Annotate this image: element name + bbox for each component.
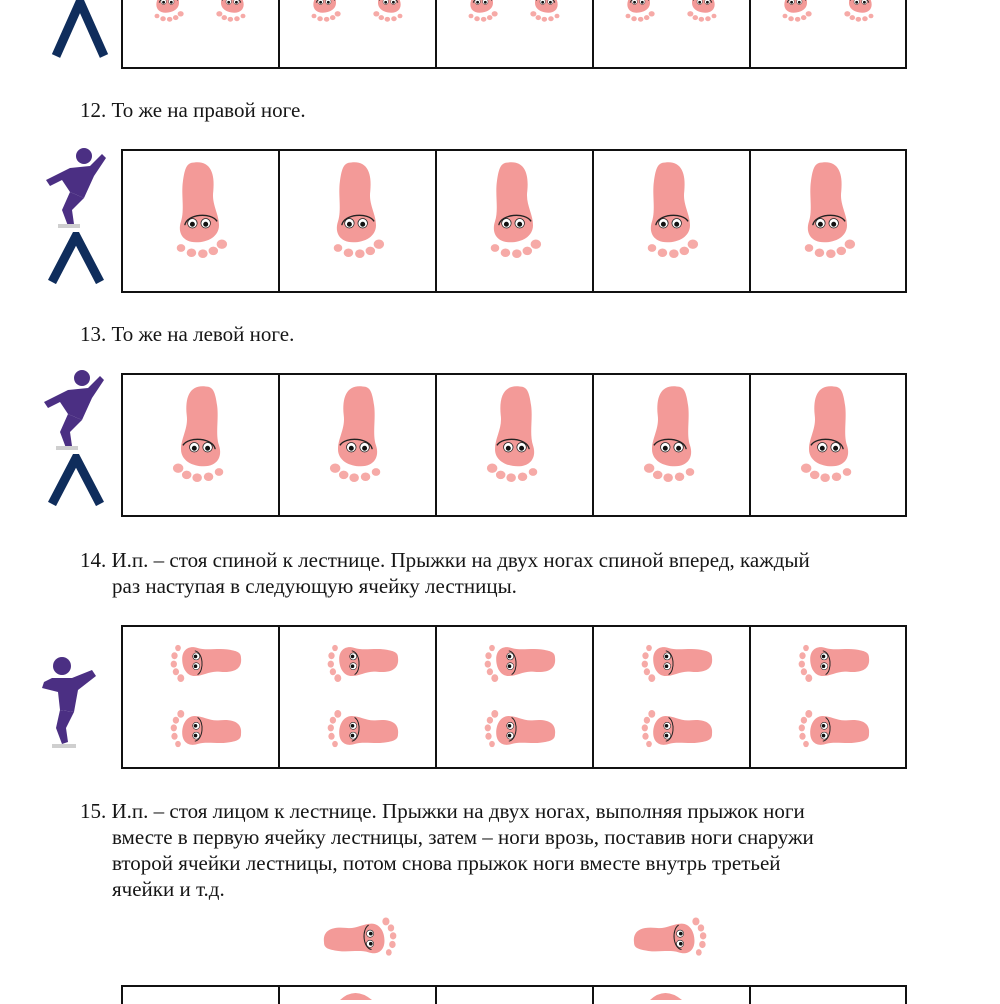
footprint-icon [642, 645, 713, 682]
up-arrow-icon [46, 454, 106, 506]
exercise-15-caption [80, 798, 960, 902]
jumping-person-icon [38, 368, 108, 458]
exercise-text: То же на левой ноге. [111, 322, 295, 346]
footprint-icon [626, 0, 655, 22]
exercise-14-caption [80, 547, 960, 599]
exercise-text-line4: ячейки и т.д. [112, 877, 225, 901]
footprints-15-outside [290, 900, 740, 980]
footprint-icon [687, 0, 716, 22]
footprint-icon [530, 0, 559, 22]
exercise-number: 12. [80, 98, 107, 122]
exercise-13-caption [80, 321, 294, 347]
up-arrow-icon [50, 0, 110, 58]
exercise-number: 13. [80, 322, 107, 346]
exercise-12-caption [80, 97, 306, 123]
footprint-icon [634, 917, 707, 955]
exercise-text: И.п. – стоя лицом к лестнице. Прыжки на двух ногах, выполняя прыжок ноги [111, 799, 805, 823]
exercise-number: 14. [80, 548, 107, 572]
footprint-icon [844, 0, 873, 22]
exercise-text: И.п. – стоя спиной к лестнице. Прыжки на двух ногах спиной вперед, каждый [111, 548, 810, 572]
exercise-text-line2: раз наступая в следующую ячейку лестницы. [112, 574, 517, 598]
footprint-icon [485, 710, 556, 747]
footprints-11 [110, 0, 910, 72]
footprint-icon [216, 0, 245, 22]
footprint-icon [805, 162, 855, 258]
footprint-icon [328, 710, 399, 747]
footprint-icon [801, 386, 851, 482]
footprint-icon [648, 162, 698, 258]
footprint-icon [330, 386, 380, 482]
footprint-icon [783, 0, 812, 22]
footprint-icon [177, 162, 227, 258]
footprint-icon [799, 710, 870, 747]
footprint-icon [644, 386, 694, 482]
jumping-person-icon [32, 656, 108, 754]
footprint-icon [155, 0, 184, 22]
exercise-text-line3: второй ячейки лестницы, потом снова прыжок ноги вместе внутрь третьей [112, 851, 781, 875]
up-arrow-icon [46, 232, 106, 284]
exercise-text-line2: вместе в первую ячейку лестницы, затем – ноги врозь, поставив ноги снаружи [112, 825, 814, 849]
footprint-icon [171, 710, 242, 747]
footprint-icon [373, 0, 402, 22]
exercise-text: То же на правой ноге. [111, 98, 306, 122]
footprint-icon [487, 386, 537, 482]
footprint-icon [469, 0, 498, 22]
footprint-icon [171, 645, 242, 682]
footprint-icon [173, 386, 223, 482]
exercise-number: 15. [80, 799, 107, 823]
footprint-icon [642, 710, 713, 747]
footprint-icon [328, 645, 399, 682]
footprint-icon [324, 917, 397, 955]
ladder-grid-15 [110, 984, 910, 1004]
footprint-icon [491, 162, 541, 258]
footprints-12 [110, 148, 910, 294]
jumping-person-icon [40, 146, 110, 236]
footprints-13 [110, 372, 910, 518]
footprint-icon [334, 162, 384, 258]
footprint-icon [312, 0, 341, 22]
footprints-14 [110, 624, 910, 770]
footprint-icon [799, 645, 870, 682]
footprint-icon [485, 645, 556, 682]
